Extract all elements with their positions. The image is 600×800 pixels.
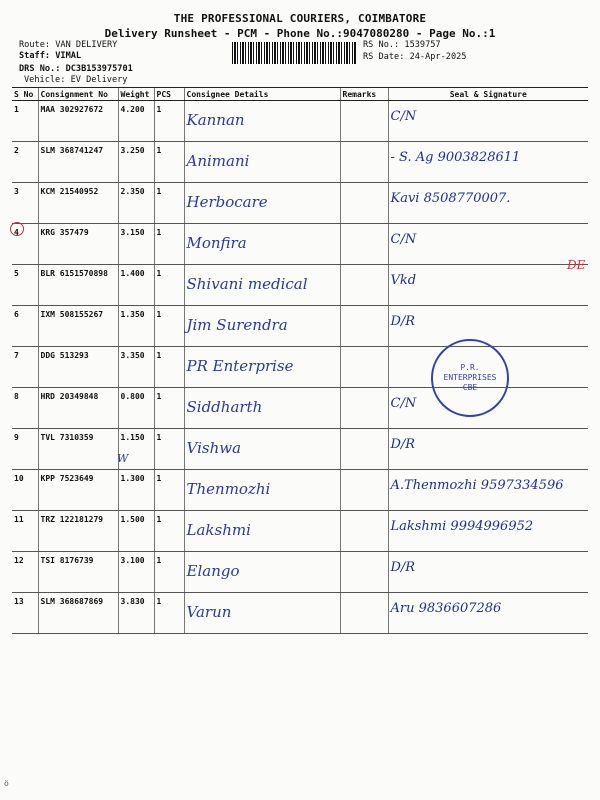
cell-seal-signature-text: Aru 9836607286 (390, 601, 502, 616)
cell-consignee (184, 142, 340, 183)
footer-mark: ö (4, 779, 9, 788)
cell-remarks (340, 306, 388, 347)
cell-consignment-no-text: BLR 6151570898 (40, 269, 108, 278)
cell-consignment-no-text: KRG 357479 (40, 228, 89, 237)
col-remarks: Remarks (340, 88, 388, 101)
cell-pcs-text: 1 (156, 556, 162, 565)
cell-sno (12, 388, 38, 429)
vehicle-field: Vehicle: EV Delivery (24, 75, 128, 85)
cell-remarks (340, 593, 388, 634)
cell-remarks (340, 347, 388, 388)
rs-no-field: RS No.: 1539757 (363, 40, 441, 50)
cell-consignee-text: Lakshmi (186, 521, 251, 539)
cell-remarks (340, 101, 388, 142)
cell-consignment-no (38, 470, 118, 511)
cell-sno-text: 2 (14, 146, 19, 155)
cell-sno-text: 9 (14, 433, 19, 442)
cell-consignment-no-text: DDG 513293 (40, 351, 89, 360)
cell-remarks (340, 388, 388, 429)
cell-seal-signature-text: - S. Ag 9003828611 (390, 150, 521, 165)
cell-seal-signature (388, 593, 588, 634)
cell-pcs-text: 1 (156, 515, 162, 524)
cell-consignee (184, 593, 340, 634)
cell-sno-text: 12 (14, 556, 24, 565)
table-row (12, 429, 588, 470)
cell-pcs (154, 347, 184, 388)
cell-consignment-no-text: MAA 302927672 (40, 105, 104, 114)
cell-seal-signature (388, 429, 588, 470)
cell-consignment-no-text: IXM 508155267 (40, 310, 104, 319)
cell-seal-signature-text: Lakshmi 9994996952 (390, 519, 534, 534)
cell-sno-text: 5 (14, 269, 19, 278)
stamp-text: P.R. ENTERPRISES CBE (443, 362, 497, 392)
col-pcs: PCS (154, 88, 184, 101)
cell-consignment-no-text: KCM 21540952 (40, 187, 99, 196)
cell-pcs-text: 1 (156, 474, 162, 483)
route-field: Route: VAN DELIVERY (19, 40, 118, 50)
cell-pcs (154, 511, 184, 552)
cell-weight-text: 3.150 (120, 228, 145, 237)
cell-pcs (154, 470, 184, 511)
cell-sno (12, 347, 38, 388)
table-row (12, 183, 588, 224)
cell-seal-signature (388, 470, 588, 511)
cell-consignee (184, 101, 340, 142)
cell-weight (118, 347, 154, 388)
cell-sno-text: 6 (14, 310, 19, 319)
cell-seal-signature-text: A.Thenmozhi 9597334596 (390, 478, 564, 493)
cell-consignment-no (38, 224, 118, 265)
cell-sno-text: 3 (14, 187, 19, 196)
cell-weight (118, 470, 154, 511)
col-seal: Seal & Signature (388, 88, 588, 101)
cell-weight (118, 388, 154, 429)
cell-consignment-no-text: TSI 8176739 (40, 556, 94, 565)
cell-sno (12, 429, 38, 470)
table-row (12, 552, 588, 593)
cell-pcs-text: 1 (156, 187, 162, 196)
cell-weight-text: 4.200 (120, 105, 145, 114)
cell-sno-text: 13 (14, 597, 24, 606)
cell-seal-signature-text: D/R (390, 314, 416, 329)
cell-consignee-text: Elango (186, 562, 240, 580)
cell-consignment-no (38, 142, 118, 183)
cell-pcs-text: 1 (156, 105, 162, 114)
cell-seal-signature-text: C/N (390, 396, 417, 411)
cell-pcs-text: 1 (156, 351, 162, 360)
table-header-row (12, 88, 588, 101)
cell-consignee-text: Herbocare (186, 193, 268, 211)
cell-consignee (184, 511, 340, 552)
cell-consignee-text: Varun (186, 603, 232, 621)
cell-seal-signature-text: Vkd (390, 273, 417, 288)
red-ink-note: DE (567, 258, 586, 272)
cell-seal-signature (388, 142, 588, 183)
cell-seal-signature (388, 265, 588, 306)
cell-pcs-text: 1 (156, 146, 162, 155)
cell-weight (118, 306, 154, 347)
col-sno: S No (12, 88, 38, 101)
cell-remarks (340, 183, 388, 224)
cell-seal-signature (388, 101, 588, 142)
cell-sno-text: 8 (14, 392, 19, 401)
cell-consignment-no (38, 593, 118, 634)
cell-consignee (184, 224, 340, 265)
cell-sno (12, 265, 38, 306)
cell-consignee (184, 265, 340, 306)
cell-pcs-text: 1 (156, 433, 162, 442)
cell-weight (118, 142, 154, 183)
cell-pcs (154, 552, 184, 593)
cell-weight-text: 0.800 (120, 392, 145, 401)
cell-consignee-text: Animani (186, 152, 250, 170)
row-9-note: W (117, 452, 129, 465)
cell-pcs-text: 1 (156, 597, 162, 606)
cell-consignee-text: Jim Surendra (186, 316, 288, 334)
cell-weight (118, 265, 154, 306)
table-row (12, 470, 588, 511)
cell-consignee-text: Shivani medical (186, 275, 308, 293)
cell-consignment-no (38, 388, 118, 429)
cell-pcs-text: 1 (156, 228, 162, 237)
cell-consignee (184, 552, 340, 593)
cell-consignment-no-text: SLM 368741247 (40, 146, 104, 155)
cell-consignee (184, 183, 340, 224)
cell-seal-signature-text: C/N (390, 109, 417, 124)
col-weight: Weight (118, 88, 154, 101)
cell-weight-text: 2.350 (120, 187, 145, 196)
cell-consignment-no (38, 101, 118, 142)
cell-consignee (184, 347, 340, 388)
cell-seal-signature (388, 306, 588, 347)
cell-consignee (184, 388, 340, 429)
cell-sno-text: 4 (14, 228, 19, 237)
cell-remarks (340, 265, 388, 306)
table-row (12, 593, 588, 634)
cell-consignee-text: Thenmozhi (186, 480, 271, 498)
cell-weight-text: 1.350 (120, 310, 145, 319)
cell-weight (118, 183, 154, 224)
cell-pcs (154, 388, 184, 429)
cell-seal-signature (388, 511, 588, 552)
cell-seal-signature-text: D/R (390, 437, 416, 452)
cell-pcs-text: 1 (156, 310, 162, 319)
cell-consignment-no (38, 183, 118, 224)
cell-sno (12, 470, 38, 511)
cell-sno-text: 1 (14, 105, 19, 114)
cell-consignment-no-text: KPP 7523649 (40, 474, 94, 483)
cell-pcs (154, 265, 184, 306)
table-row (12, 511, 588, 552)
cell-pcs (154, 101, 184, 142)
cell-consignee-text: PR Enterprise (186, 357, 294, 375)
cell-weight (118, 511, 154, 552)
table-row (12, 142, 588, 183)
cell-sno (12, 183, 38, 224)
cell-sno (12, 552, 38, 593)
cell-seal-signature-text: Kavi 8508770007. (390, 191, 511, 206)
cell-consignee-text: Kannan (186, 111, 245, 129)
cell-pcs (154, 306, 184, 347)
col-consignee: Consignee Details (184, 88, 340, 101)
table-row (12, 224, 588, 265)
cell-sno-text: 10 (14, 474, 24, 483)
cell-consignment-no-text: HRD 20349848 (40, 392, 99, 401)
cell-weight-text: 1.400 (120, 269, 145, 278)
cell-remarks (340, 511, 388, 552)
runsheet-subtitle: Delivery Runsheet - PCM - Phone No.:9047080280 - Page No.:1 (104, 27, 496, 40)
cell-pcs (154, 183, 184, 224)
cell-sno (12, 511, 38, 552)
cell-consignment-no-text: SLM 368687869 (40, 597, 104, 606)
cell-consignment-no (38, 511, 118, 552)
cell-consignment-no (38, 347, 118, 388)
cell-weight-text: 3.250 (120, 146, 145, 155)
cell-remarks (340, 552, 388, 593)
company-title: THE PROFESSIONAL COURIERS, COIMBATORE (173, 12, 427, 25)
cell-remarks (340, 429, 388, 470)
cell-weight-text: 3.100 (120, 556, 145, 565)
cell-weight (118, 552, 154, 593)
cell-seal-signature (388, 183, 588, 224)
cell-consignee (184, 470, 340, 511)
col-consignment: Consignment No (38, 88, 118, 101)
cell-sno (12, 101, 38, 142)
cell-pcs (154, 593, 184, 634)
cell-consignee-text: Vishwa (186, 439, 242, 457)
cell-remarks (340, 142, 388, 183)
cell-pcs (154, 429, 184, 470)
cell-weight (118, 224, 154, 265)
cell-pcs (154, 142, 184, 183)
cell-consignee-text: Siddharth (186, 398, 263, 416)
rs-date-field: RS Date: 24-Apr-2025 (363, 52, 467, 62)
cell-sno-text: 11 (14, 515, 24, 524)
cell-weight-text: 1.150 (120, 433, 145, 442)
cell-consignment-no-text: TRZ 122181279 (40, 515, 104, 524)
cell-remarks (340, 470, 388, 511)
cell-seal-signature (388, 224, 588, 265)
cell-weight-text: 3.830 (120, 597, 145, 606)
cell-consignment-no (38, 429, 118, 470)
cell-consignee (184, 429, 340, 470)
cell-weight-text: 1.300 (120, 474, 145, 483)
cell-pcs (154, 224, 184, 265)
drs-no-field: DRS No.: DC3B153975701 (19, 64, 133, 74)
row-4-circle-mark (10, 222, 24, 236)
staff-field: Staff: VIMAL (19, 51, 82, 61)
cell-weight (118, 593, 154, 634)
cell-remarks (340, 224, 388, 265)
table-row (12, 306, 588, 347)
cell-consignee (184, 306, 340, 347)
cell-sno (12, 306, 38, 347)
cell-consignee-text: Monfira (186, 234, 247, 252)
cell-pcs-text: 1 (156, 269, 162, 278)
cell-sno (12, 142, 38, 183)
cell-seal-signature-text: C/N (390, 232, 417, 247)
cell-weight (118, 101, 154, 142)
cell-sno (12, 593, 38, 634)
cell-weight-text: 1.500 (120, 515, 145, 524)
cell-sno-text: 7 (14, 351, 19, 360)
table-row (12, 101, 588, 142)
cell-consignment-no (38, 552, 118, 593)
company-stamp (431, 339, 509, 417)
table-row (12, 265, 588, 306)
cell-seal-signature (388, 552, 588, 593)
cell-pcs-text: 1 (156, 392, 162, 401)
cell-consignment-no-text: TVL 7310359 (40, 433, 94, 442)
cell-weight-text: 3.350 (120, 351, 145, 360)
cell-seal-signature-text: D/R (390, 560, 416, 575)
cell-consignment-no (38, 306, 118, 347)
cell-consignment-no (38, 265, 118, 306)
barcode (232, 42, 357, 64)
